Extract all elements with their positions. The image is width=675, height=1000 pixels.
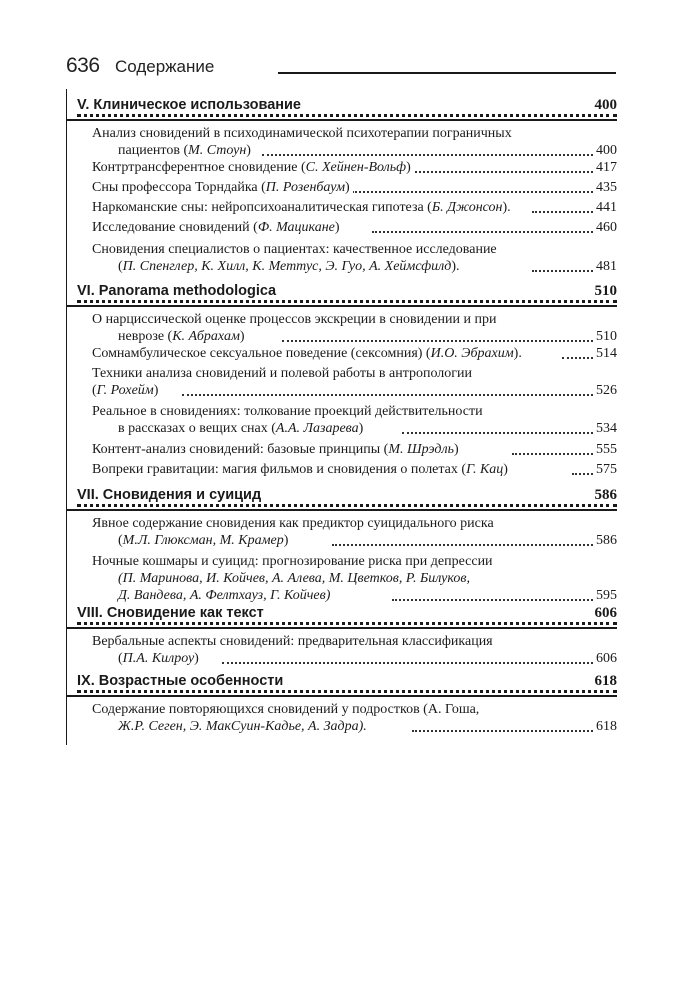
dot-leader <box>392 598 597 601</box>
section-heading <box>67 673 617 693</box>
dot-leader <box>77 689 617 693</box>
entry-author: И.О. Эбрахим <box>430 346 514 361</box>
dot-leader <box>532 210 597 213</box>
toc-frame <box>66 89 617 745</box>
entry-author: П. Розенбаум <box>265 180 346 195</box>
entry-text: Наркоманские сны: нейропсихоаналитическая гипотеза ( <box>92 200 432 215</box>
dot-leader <box>332 543 597 546</box>
dot-leader <box>512 452 597 455</box>
toc-entry <box>92 311 617 345</box>
toc-entry <box>92 515 617 551</box>
entry-line: Сновидения специалистов о пациентах: качественное исследование <box>92 241 500 258</box>
entry-author: Г. Рохейм <box>96 383 154 398</box>
dot-leader <box>77 621 617 625</box>
section-page: 400 <box>591 97 618 114</box>
section-page: 606 <box>591 605 618 622</box>
toc-entry <box>92 241 617 277</box>
entry-text: ( <box>118 651 123 666</box>
entry-line <box>92 345 525 362</box>
dot-leader <box>532 269 597 272</box>
section-title: VII. Сновидения и суицид <box>77 487 265 503</box>
toc-entry <box>92 553 617 607</box>
entry-line <box>92 441 462 458</box>
entry-text: Сны профессора Торндайка ( <box>92 180 266 195</box>
section-title: IX. Возрастные особенности <box>77 673 287 689</box>
entry-text: неврозе ( <box>118 329 173 344</box>
entry-page: 606 <box>593 650 617 667</box>
entry-text: ). <box>502 200 511 215</box>
entry-text: ) <box>239 329 245 344</box>
entry-text: Вопреки гравитации: магия фильмов и сновидения о полетах ( <box>92 462 467 477</box>
entry-page: 534 <box>593 420 617 437</box>
entry-line <box>92 219 343 236</box>
toc-entry <box>92 219 617 239</box>
entry-page: 481 <box>593 258 617 275</box>
entry-line: (П. Маринова, И. Койчев, А. Алева, М. Цветков, Р. Билуков, <box>118 570 473 587</box>
entry-author: П.А. Килроу <box>122 651 195 666</box>
dot-leader <box>77 503 617 507</box>
section-rule <box>67 627 617 629</box>
entry-line <box>118 328 248 345</box>
entry-page: 514 <box>593 345 617 362</box>
toc-entry <box>92 159 617 179</box>
entry-author: С. Хейнен-Вольф <box>305 160 407 175</box>
entry-text: ( <box>92 383 97 398</box>
entry-line <box>92 382 161 399</box>
section-title: V. Клиническое использование <box>77 97 305 113</box>
toc-entry <box>92 199 617 219</box>
section-heading <box>67 97 617 117</box>
entry-line <box>92 461 511 478</box>
entry-text: ) <box>246 143 251 158</box>
entry-text: ) <box>503 462 508 477</box>
entry-line <box>92 159 414 176</box>
dot-leader <box>77 299 617 303</box>
entry-author: Г. Кац <box>466 462 504 477</box>
entry-page: 595 <box>593 587 617 604</box>
toc-entry <box>92 441 617 461</box>
section-page: 586 <box>591 487 618 504</box>
section-title: VIII. Сновидение как текст <box>77 605 268 621</box>
entry-line <box>118 258 463 275</box>
toc-entry <box>92 125 617 159</box>
dot-leader <box>262 153 597 156</box>
entry-line: Техники анализа сновидений и полевой работы в антропологии <box>92 365 475 382</box>
entry-line <box>118 420 366 437</box>
entry-text: ( <box>118 259 123 274</box>
section-page: 510 <box>591 283 618 300</box>
entry-page: 400 <box>593 142 617 159</box>
entry-text: в рассказах о вещих снах ( <box>118 421 276 436</box>
entry-author: М. Шрэдль <box>388 442 454 457</box>
entry-page: 575 <box>593 461 617 478</box>
dot-leader <box>392 170 597 173</box>
header-rule <box>278 72 616 74</box>
entry-line: Ж.Р. Сеген, Э. МакСуин-Кадье, А. Задра). <box>118 718 370 735</box>
entry-author: Ф. Мацикане <box>257 220 335 235</box>
dot-leader <box>222 661 597 664</box>
entry-text: ). <box>513 346 522 361</box>
section-rule <box>67 119 617 121</box>
entry-page: 460 <box>593 219 617 236</box>
section-heading <box>67 487 617 507</box>
dot-leader <box>282 339 597 342</box>
entry-page: 586 <box>593 532 617 549</box>
running-title: Содержание <box>115 57 215 76</box>
entry-author: М.Л. Глюксман, М. Крамер <box>122 533 284 548</box>
entry-text: ) <box>358 421 364 436</box>
entry-text: ) <box>334 220 340 235</box>
entry-text: ) <box>406 160 411 175</box>
entry-author: А.А. Лазарева <box>275 421 359 436</box>
section-title: VI. Panorama methodologica <box>77 283 280 299</box>
entry-line <box>92 179 353 196</box>
dot-leader <box>182 393 597 396</box>
toc-entry <box>92 633 617 669</box>
section-rule <box>67 695 617 697</box>
entry-page: 417 <box>593 159 617 176</box>
toc-entry <box>92 365 617 401</box>
entry-page: 526 <box>593 382 617 399</box>
section-page: 618 <box>591 673 618 690</box>
running-header <box>66 54 616 80</box>
toc-entry <box>92 345 617 365</box>
entry-line: О нарциссической оценке процессов экскреции в сновидении и при <box>92 311 499 328</box>
entry-author: Б. Джонсон <box>431 200 503 215</box>
dot-leader <box>372 230 597 233</box>
entry-line <box>92 199 514 216</box>
entry-page: 435 <box>593 179 617 196</box>
entry-text: Сомнамбулическое сексуальное поведение (сексомния) ( <box>92 346 431 361</box>
section-heading <box>67 605 617 625</box>
entry-line: Явное содержание сновидения как предиктор суицидального риска <box>92 515 497 532</box>
entry-page: 618 <box>593 718 617 735</box>
entry-author: К. Абрахам <box>172 329 240 344</box>
entry-line: Содержание повторяющихся сновидений у подростков (А. Гоша, <box>92 701 482 718</box>
entry-text: ) <box>153 383 159 398</box>
dot-leader <box>412 729 597 732</box>
entry-line: Вербальные аспекты сновидений: предварительная классификация <box>92 633 496 650</box>
entry-page: 510 <box>593 328 617 345</box>
entry-line: Д. Вандева, А. Фелтхауз, Г. Койчев) <box>118 587 333 604</box>
entry-text: ) <box>345 180 350 195</box>
entry-line: Реальное в сновидениях: толкование проекций действительности <box>92 403 486 420</box>
toc-entry <box>92 461 617 481</box>
entry-line: Ночные кошмары и суицид: прогнозирование риска при депрессии <box>92 553 496 570</box>
dot-leader <box>562 356 597 359</box>
entry-text: ) <box>283 533 289 548</box>
dot-leader <box>402 431 597 434</box>
entry-text: Контртрансферентное сновидение ( <box>92 160 306 175</box>
entry-text: ) <box>194 651 199 666</box>
entry-text: Контент-анализ сновидений: базовые принципы ( <box>92 442 389 457</box>
entry-page: 441 <box>593 199 617 216</box>
entry-page: 555 <box>593 441 617 458</box>
entry-line <box>118 142 254 159</box>
entry-line <box>118 532 291 549</box>
toc-entry <box>92 179 617 199</box>
toc-entry <box>92 403 617 439</box>
entry-text: Исследование сновидений ( <box>92 220 258 235</box>
entry-text: ( <box>118 533 123 548</box>
section-rule <box>67 509 617 511</box>
entry-author: П. Спенглер, К. Хилл, К. Меттус, Э. Гуо, А. Хеймсфилд <box>122 259 452 274</box>
entry-line: Анализ сновидений в психодинамической психотерапии пограничных <box>92 125 515 142</box>
entry-author: М. Стоун <box>188 143 247 158</box>
entry-line <box>118 650 202 667</box>
section-rule <box>67 305 617 307</box>
page-number: 636 <box>66 54 100 77</box>
entry-text: ) <box>453 442 459 457</box>
entry-text: пациентов ( <box>118 143 189 158</box>
section-heading <box>67 283 617 303</box>
toc-entry <box>92 701 617 737</box>
dot-leader <box>352 190 597 193</box>
dot-leader <box>77 113 617 117</box>
entry-text: ). <box>451 259 460 274</box>
